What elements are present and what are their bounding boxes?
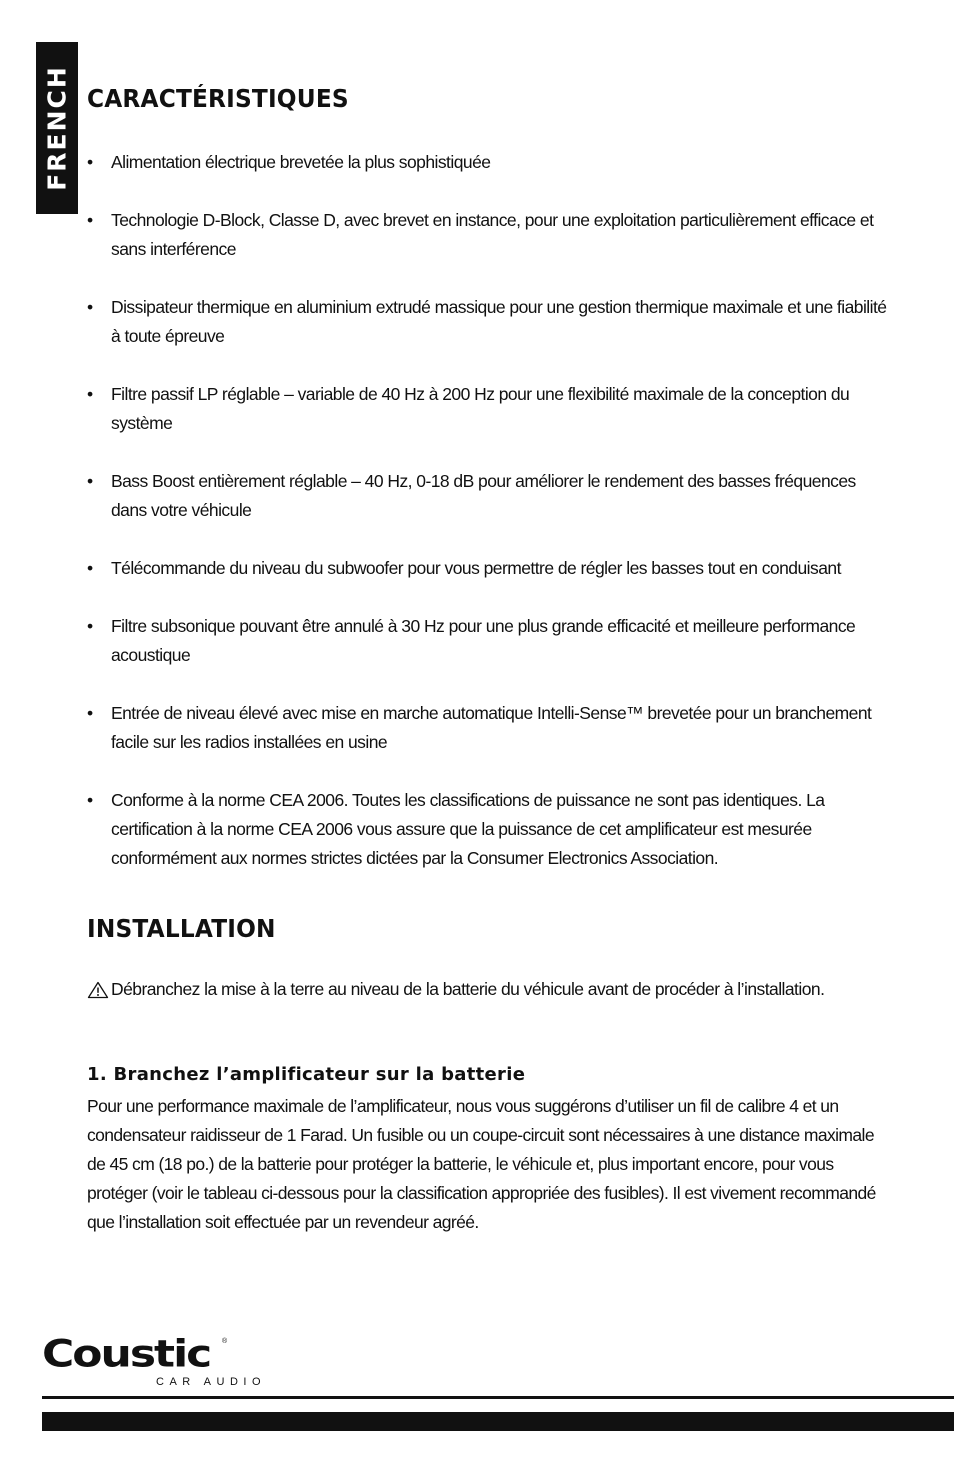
feature-text: Télécommande du niveau du subwoofer pour vous permettre de régler les basses tout en conduisant <box>111 558 841 578</box>
warning-triangle-icon <box>87 981 109 999</box>
feature-item <box>87 380 887 438</box>
language-tab-label: FRENCH <box>42 65 72 191</box>
feature-text: Alimentation électrique brevetée la plus sophistiquée <box>111 152 491 172</box>
feature-text: Conforme à la norme CEA 2006. Toutes les classifications de puissance ne sont pas identiques. La certification à la norme CEA 2006 vous assure que la puissance de cet amplificateur est mesurée conformément aux normes strictes dictées par la Consumer Electronics Association. <box>111 790 825 868</box>
bullet: • <box>87 558 93 578</box>
feature-text: Filtre passif LP réglable – variable de 40 Hz à 200 Hz pour une flexibilité maximale de la conception du système <box>111 384 850 433</box>
step-1-title: 1. Branchez l’amplificateur sur la batterie <box>87 1064 526 1085</box>
feature-text: Bass Boost entièrement réglable – 40 Hz, 0-18 dB pour améliorer le rendement des basses fréquences dans votre véhicule <box>111 471 856 520</box>
logo-subtitle: CAR AUDIO <box>156 1376 267 1388</box>
features-list <box>87 148 887 902</box>
bullet: • <box>87 616 93 636</box>
bullet: • <box>87 703 93 723</box>
feature-item <box>87 699 887 757</box>
bullet: • <box>87 297 93 317</box>
logo-wordmark: Coustic <box>42 1332 211 1376</box>
bullet: • <box>87 471 93 491</box>
feature-item <box>87 206 887 264</box>
bullet: • <box>87 210 93 230</box>
feature-item <box>87 612 887 670</box>
feature-text: Entrée de niveau élevé avec mise en marche automatique Intelli-Sense™ brevetée pour un branchement facile sur les radios installées en usine <box>111 703 872 752</box>
bullet: • <box>87 384 93 404</box>
language-tab <box>36 42 78 214</box>
step-1-body: Pour une performance maximale de l’amplificateur, nous vous suggérons d’utiliser un fil de calibre 4 et un condensateur raidisseur de 1 Farad. Un fusible ou un coupe-circuit sont nécessaires à une distance maximale de 45 cm (18 po.) de la batterie pour protéger la batterie, le véhicule et, plus important encore, pour vous protéger (voir le tableau ci-dessous pour la classification appropriée des fusibles). Il est vivement recommandé que l’installation soit effectuée par un revendeur agréé. <box>87 1096 876 1232</box>
feature-item <box>87 786 887 873</box>
warning-text: Débranchez la mise à la terre au niveau de la batterie du véhicule avant de procéder à l’installation. <box>111 979 825 999</box>
installation-warning <box>87 975 887 1004</box>
feature-item <box>87 467 887 525</box>
features-title: CARACTÉRISTIQUES <box>87 84 349 113</box>
installation-title: INSTALLATION <box>87 914 276 943</box>
bullet: • <box>87 790 93 810</box>
footer-rule <box>42 1396 954 1399</box>
feature-item <box>87 293 887 351</box>
feature-text: Technologie D-Block, Classe D, avec brevet en instance, pour une exploitation particulièrement efficace et sans interférence <box>111 210 874 259</box>
feature-text: Filtre subsonique pouvant être annulé à 30 Hz pour une plus grande efficacité et meilleure performance acoustique <box>111 616 856 665</box>
registered-mark: ® <box>222 1338 228 1345</box>
feature-text: Dissipateur thermique en aluminium extrudé massique pour une gestion thermique maximale et une fiabilité à toute épreuve <box>111 297 887 346</box>
feature-item <box>87 148 887 177</box>
bullet: • <box>87 152 93 172</box>
brand-logo <box>42 1332 292 1392</box>
footer-bar <box>42 1412 954 1431</box>
feature-item <box>87 554 887 583</box>
